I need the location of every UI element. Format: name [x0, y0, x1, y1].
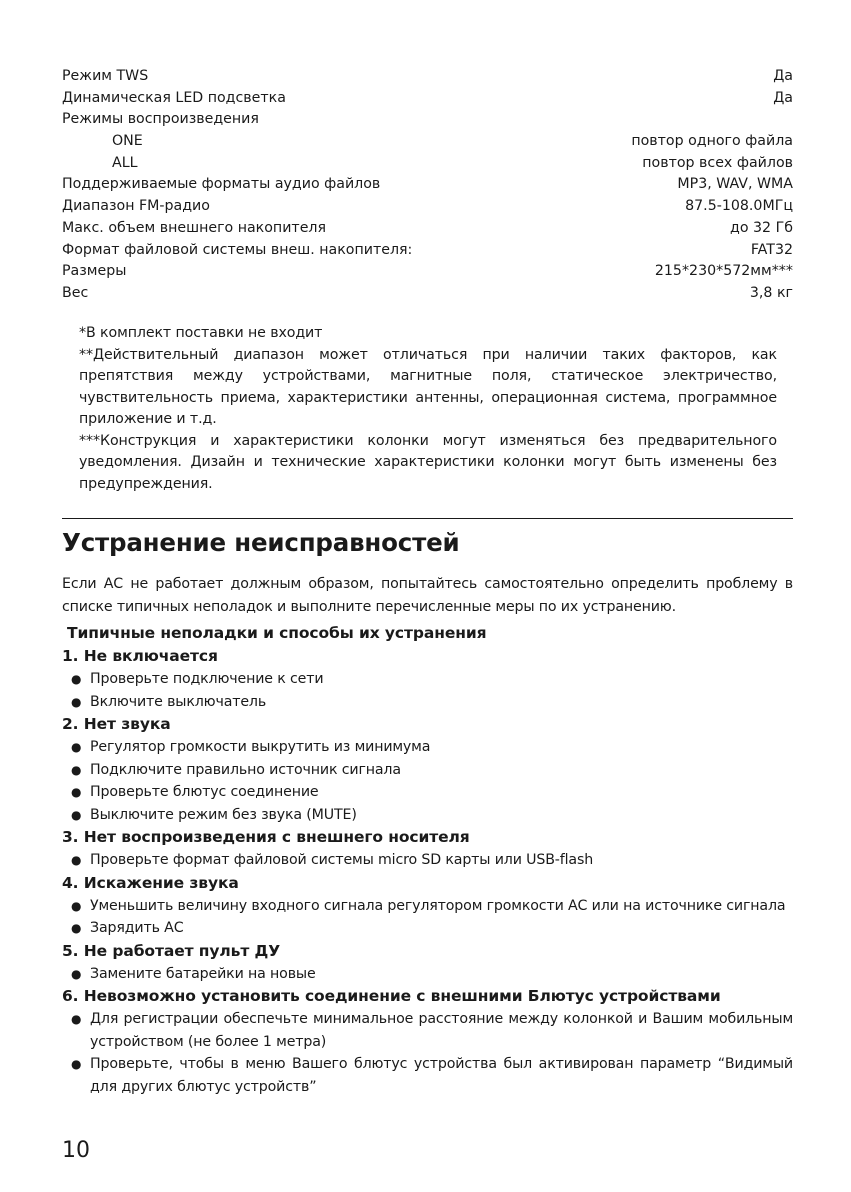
problem-block — [62, 826, 793, 872]
list-item — [62, 804, 793, 827]
spec-label: Режим TWS — [62, 68, 149, 84]
problem-title: 6. Невозможно установить соединение с внешними Блютус устройствами — [62, 987, 721, 1005]
spec-label: Динамическая LED подсветка — [62, 89, 286, 106]
problem-title: 4. Искажение звука — [62, 873, 239, 892]
section-divider — [62, 518, 793, 519]
bullet-icon: ● — [71, 694, 82, 709]
footnote: ***Конструкция и характеристики колонки могут изменяться без предварительного уведомления. Дизайн и технические характеристики колонки могут быть изменены без предупреждения. — [79, 432, 777, 492]
spec-label: ALL — [112, 154, 138, 171]
list-item — [62, 895, 793, 918]
spec-label: Режимы воспроизведения — [62, 111, 259, 128]
spec-row — [62, 131, 793, 153]
bullet-icon: ● — [71, 1057, 82, 1071]
bullet-icon: ● — [71, 898, 82, 913]
problem-list — [62, 645, 793, 1098]
bullet-icon: ● — [71, 740, 82, 754]
bullet-icon: ● — [71, 785, 82, 799]
spec-row — [62, 88, 793, 110]
bullet-icon: ● — [71, 853, 82, 867]
spec-row — [62, 261, 793, 283]
list-item — [62, 781, 793, 804]
spec-row — [62, 196, 793, 218]
spec-row — [62, 240, 793, 262]
footnotes — [79, 323, 777, 495]
spec-row — [62, 218, 793, 240]
spec-row — [62, 283, 793, 305]
spec-value: повтор одного файла — [631, 133, 793, 150]
fix-list — [62, 895, 793, 940]
spec-value: 215*230*572мм*** — [654, 263, 793, 280]
fix-text: Регулятор громкости выкрутить из минимума — [90, 739, 431, 755]
spec-row — [62, 66, 793, 88]
fix-text: Проверьте блютус соединение — [90, 784, 319, 800]
fix-text: Выключите режим без звука (MUTE) — [90, 806, 357, 823]
fix-text: Проверьте подключение к сети — [90, 671, 324, 687]
problem-block — [62, 713, 793, 826]
spec-label: Поддерживаемые форматы аудио файлов — [62, 176, 381, 193]
fix-text: Проверьте формат файловой системы micro SD карты или USB-flash — [90, 852, 594, 868]
fix-list — [62, 963, 793, 986]
spec-value: 3,8 кг — [749, 284, 793, 301]
bullet-icon: ● — [71, 1012, 82, 1026]
footnote: *В комплект поставки не входит — [79, 325, 323, 341]
spec-row — [62, 109, 793, 131]
section-title: Устранение неисправностей — [62, 528, 460, 557]
spec-label: ONE — [112, 133, 143, 150]
problem-title: 3. Нет воспроизведения с внешнего носителя — [62, 828, 470, 846]
fix-text: Включите выключатель — [90, 693, 267, 710]
list-item — [62, 917, 793, 940]
problem-title: 2. Нет звука — [62, 715, 171, 733]
spec-value: повтор всех файлов — [642, 154, 793, 171]
footnote: **Действительный диапазон может отличаться при наличии таких факторов, как препятствия между устройствами, магнитные поля, статическое электричество, чувствительность приема, характеристики антенны, операционная система, программное приложение и т.д. — [79, 346, 777, 427]
fix-list — [62, 1008, 793, 1098]
problem-block — [62, 985, 793, 1098]
fix-list — [62, 668, 793, 713]
bullet-icon: ● — [71, 966, 82, 981]
fix-text: Замените батарейки на новые — [90, 965, 316, 982]
fix-text: Зарядить АС — [90, 920, 184, 936]
intro-paragraph: Если АС не работает должным образом, попытайтесь самостоятельно определить проблему в списке типичных неполадок и выполните перечисленные меры по их устранению. — [62, 576, 793, 615]
fix-list — [62, 736, 793, 826]
fix-text: Подключите правильно источник сигнала — [90, 761, 401, 778]
list-item — [62, 1053, 793, 1098]
spec-label: Макс. объем внешнего накопителя — [62, 219, 327, 236]
fix-text: Уменьшить величину входного сигнала регулятором громкости АС или на источнике сигнала — [90, 897, 786, 914]
list-item — [62, 1008, 793, 1053]
troubleshooting-subtitle: Типичные неполадки и способы их устранения — [67, 624, 487, 642]
fix-text: Для регистрации обеспечьте минимальное расстояние между колонкой и Вашим мобильным устройством (не более 1 метра) — [90, 1011, 793, 1050]
spec-value: 87.5-108.0МГц — [685, 198, 793, 215]
spec-value: Да — [773, 89, 793, 106]
list-item — [62, 736, 793, 759]
spec-label: Диапазон FM-радио — [62, 198, 210, 215]
spec-row — [62, 153, 793, 175]
spec-value: Да — [773, 68, 793, 84]
spec-label: Вес — [62, 284, 89, 301]
list-item — [62, 668, 793, 691]
problem-title: 1. Не включается — [62, 647, 218, 665]
spec-label: Размеры — [62, 263, 127, 280]
problem-block — [62, 940, 793, 986]
list-item — [62, 963, 793, 986]
fix-text: Проверьте, чтобы в меню Вашего блютус устройства был активирован параметр “Видимый для других блютус устройств” — [90, 1056, 793, 1095]
spec-label: Формат файловой системы внеш. накопителя: — [62, 241, 413, 258]
specs-table — [62, 66, 793, 305]
bullet-icon: ● — [71, 921, 82, 935]
bullet-icon: ● — [71, 762, 82, 777]
problem-title: 5. Не работает пульт ДУ — [62, 941, 281, 960]
list-item — [62, 849, 793, 872]
spec-value: FAT32 — [750, 241, 793, 258]
fix-list — [62, 849, 793, 872]
list-item — [62, 759, 793, 782]
spec-row — [62, 174, 793, 196]
problem-block — [62, 645, 793, 713]
spec-value: до 32 Гб — [730, 219, 793, 236]
list-item — [62, 691, 793, 714]
bullet-icon: ● — [71, 672, 82, 686]
page-number: 10 — [62, 1138, 90, 1163]
spec-value: MP3, WAV, WMA — [677, 176, 793, 193]
bullet-icon: ● — [71, 807, 82, 822]
problem-block — [62, 872, 793, 940]
